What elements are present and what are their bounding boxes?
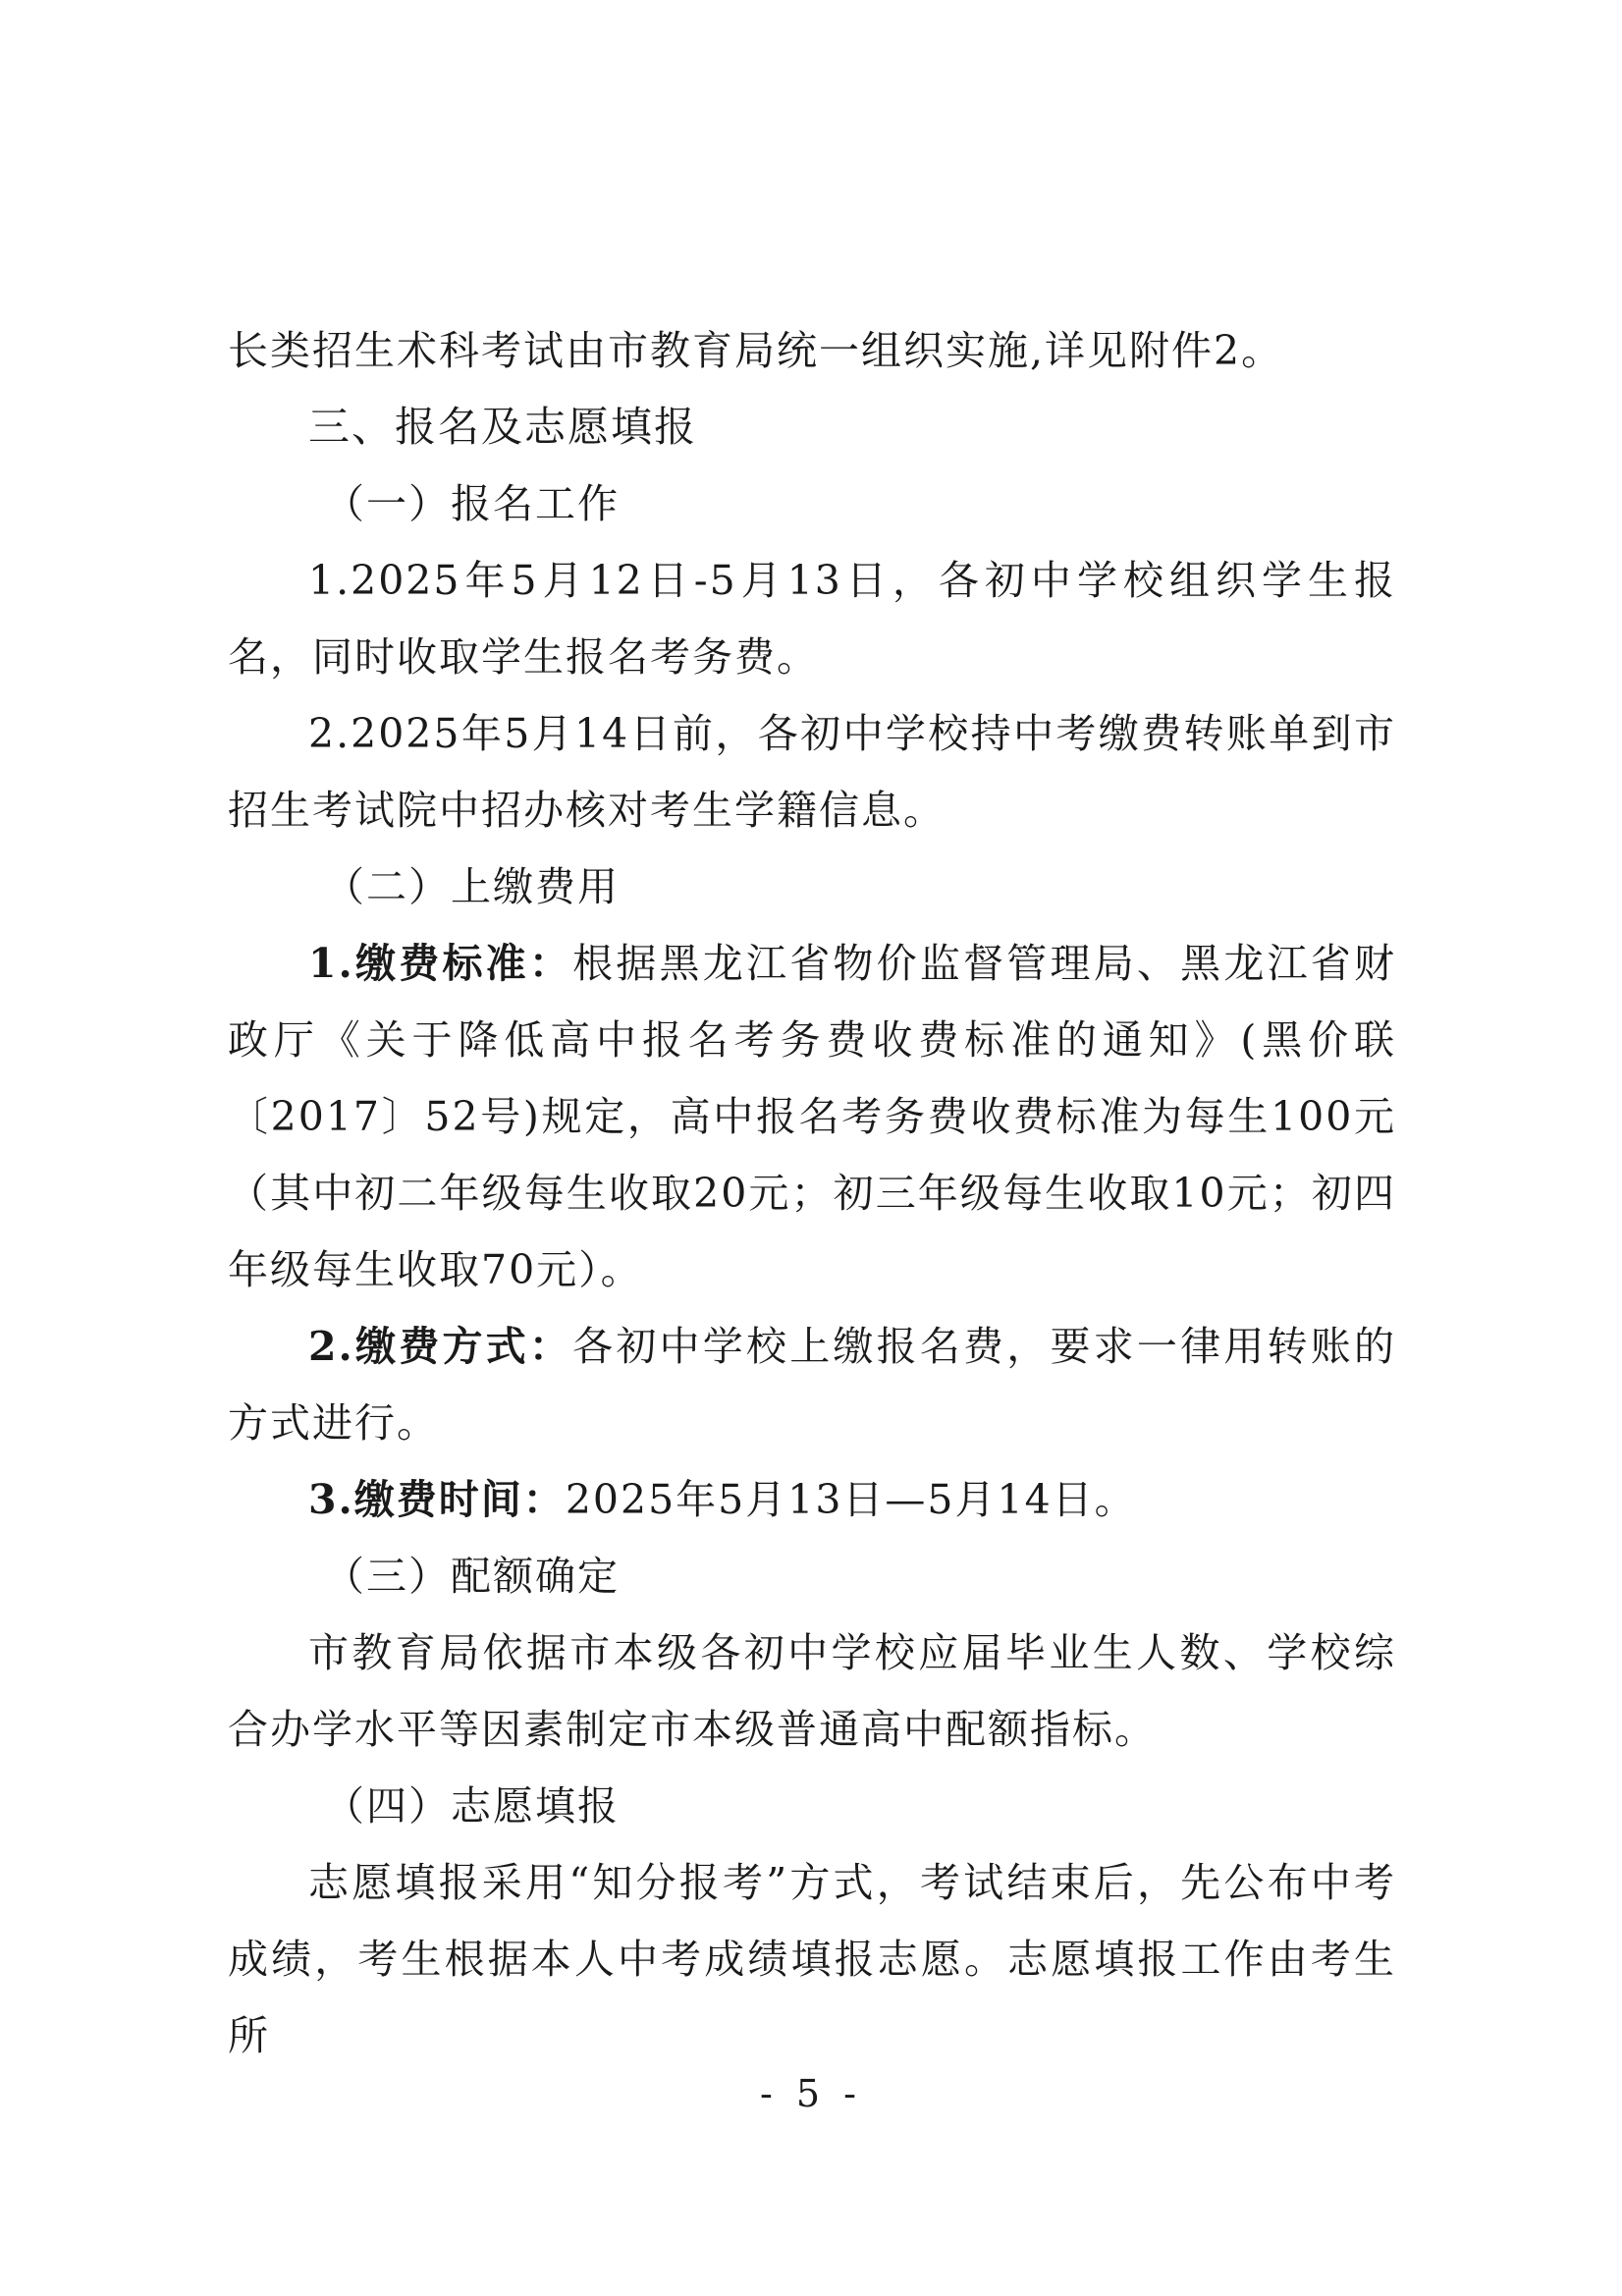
registration-item-1: 1.2025年5月12日-5月13日，各初中学校组织学生报名，同时收取学生报名考务费。 xyxy=(228,557,1396,681)
preferences-paragraph: 志愿填报采用“知分报考”方式，考试结束后，先公布中考成绩，考生根据本人中考成绩填报志愿。志愿填报工作由考生所 xyxy=(228,1859,1396,2059)
fee-time-label: 3.缴费时间： xyxy=(308,1476,566,1523)
continuation-paragraph: 长类招生术科考试由市教育局统一组织实施,详见附件2。 xyxy=(228,327,1284,374)
fee-time-paragraph xyxy=(228,1461,1396,1538)
subsection-title-registration: （一）报名工作 xyxy=(324,480,620,527)
fee-method-paragraph xyxy=(228,1308,1396,1461)
fee-standard-paragraph xyxy=(228,925,1396,1308)
document-body xyxy=(228,312,1396,2074)
fee-method-label: 2.缴费方式： xyxy=(308,1323,573,1370)
fee-standard-label: 1.缴费标准： xyxy=(308,940,573,987)
subsection-title-preferences: （四）志愿填报 xyxy=(324,1782,620,1830)
page-number: - 5 - xyxy=(759,2072,862,2115)
registration-item-2: 2.2025年5月14日前，各初中学校持中考缴费转账单到市招生考试院中招办核对考生学籍信息。 xyxy=(228,710,1396,834)
fee-standard-text: 根据黑龙江省物价监督管理局、黑龙江省财政厅《关于降低高中报名考务费收费标准的通知》(黑价联〔2017〕52号)规定，高中报名考务费收费标准为每生100元（其中初二年级每生收取20元；初三年级每生收取10元；初四年级每生收取70元）。 xyxy=(228,940,1396,1293)
quota-paragraph: 市教育局依据市本级各初中学校应届毕业生人数、学校综合办学水平等因素制定市本级普通高中配额指标。 xyxy=(228,1629,1396,1753)
fee-time-text: 2025年5月13日—5月14日。 xyxy=(565,1476,1137,1523)
fee-method-text: 各初中学校上缴报名费，要求一律用转账的方式进行。 xyxy=(228,1323,1396,1447)
subsection-title-fees: （二）上缴费用 xyxy=(324,863,620,910)
section-title: 三、报名及志愿填报 xyxy=(308,403,698,451)
subsection-title-quota: （三）配额确定 xyxy=(324,1553,620,1600)
